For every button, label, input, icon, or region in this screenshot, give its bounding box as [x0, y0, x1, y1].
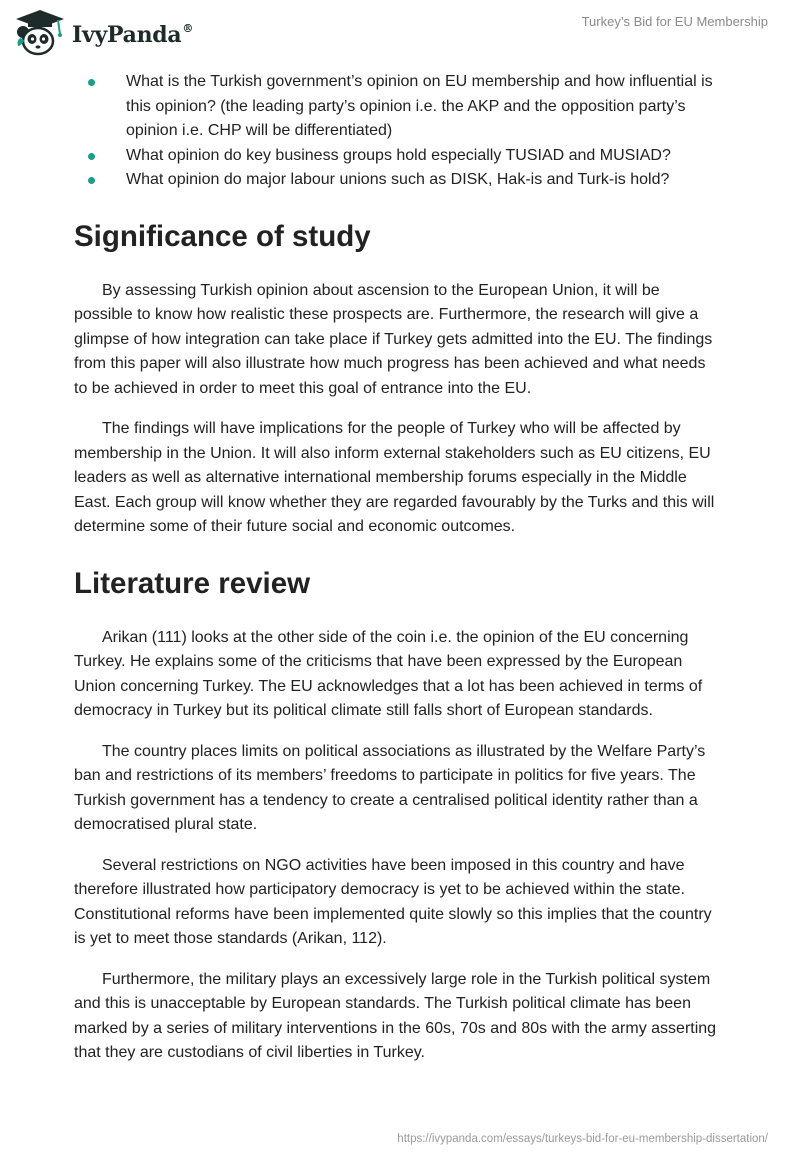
paragraph: The findings will have implications for the people of Turkey who will be affected by membership in the Union. It will also inform external stakeholders such as EU citizens, EU leaders as well as alternative international membership forums especially in the Middle East. Each group will know whether they are regarded favourably by the Turks and this will determine some of their future social and economic outcomes.: [74, 420, 715, 535]
bullet-icon: [88, 79, 95, 86]
list-item: What is the Turkish government’s opinion on EU membership and how influential is this opinion? (the leading party’s opinion i.e. the AKP and the opposition party’s opinion i.e. CHP will be differentiated): [74, 70, 722, 144]
paragraph: Arikan (111) looks at the other side of the coin i.e. the opinion of the EU concerning Turkey. He explains some of the criticisms that have been expressed by the European Union concerning Turkey. The EU acknowledges that a lot has been achieved in terms of democracy in Turkey but its political climate still falls short of European standards.: [74, 628, 703, 719]
section-heading-literature: Literature review: [74, 566, 311, 600]
paragraph: Several restrictions on NGO activities have been imposed in this country and have therefore illustrated how participatory democracy is yet to be achieved within the state. Constitutional reforms have been implemented quite slowly so this implies that the country is yet to meet those standards (Arikan, 112).: [74, 856, 712, 947]
source-url[interactable]: https://ivypanda.com/essays/turkeys-bid-for-eu-membership-dissertation/: [397, 1133, 768, 1145]
section-heading-significance: Significance of study: [74, 219, 371, 253]
page-header: [0, 0, 800, 64]
bullet-icon: [88, 177, 95, 184]
paragraph: By assessing Turkish opinion about ascension to the European Union, it will be possible to know how realistic these prospects are. Furthermore, the research will give a glimpse of how integration can take place if Turkey gets admitted into the EU. The findings from this paper will also illustrate how much progress has been achieved and what needs to be achieved in order to meet this goal of entrance into the EU.: [74, 281, 713, 397]
panda-graduate-icon: [14, 8, 66, 56]
list-item: What opinion do key business groups hold especially TUSIAD and MUSIAD?: [74, 144, 722, 169]
essay-content: [74, 70, 722, 1082]
ivypanda-logo[interactable]: [14, 8, 193, 56]
list-item: What opinion do major labour unions such as DISK, Hak-is and Turk-is hold?: [74, 168, 722, 193]
bullet-icon: [88, 153, 95, 160]
document-title: Turkey’s Bid for EU Membership: [581, 14, 768, 29]
paragraph: Furthermore, the military plays an excessively large role in the Turkish political system and this is unacceptable by European standards. The Turkish political climate has been marked by a series of military interventions in the 60s, 70s and 80s with the army asserting that they are custodians of civil liberties in Turkey.: [74, 970, 717, 1061]
logo-wordmark: IvyPanda®: [72, 21, 194, 48]
paragraph: The country places limits on political associations as illustrated by the Welfare Party’s ban and restrictions of its members’ freedoms to participate in politics for five years. The Turkish government has a tendency to create a centralised political identity rather than a democratised plural state.: [74, 742, 706, 833]
research-questions-list: [74, 70, 722, 193]
